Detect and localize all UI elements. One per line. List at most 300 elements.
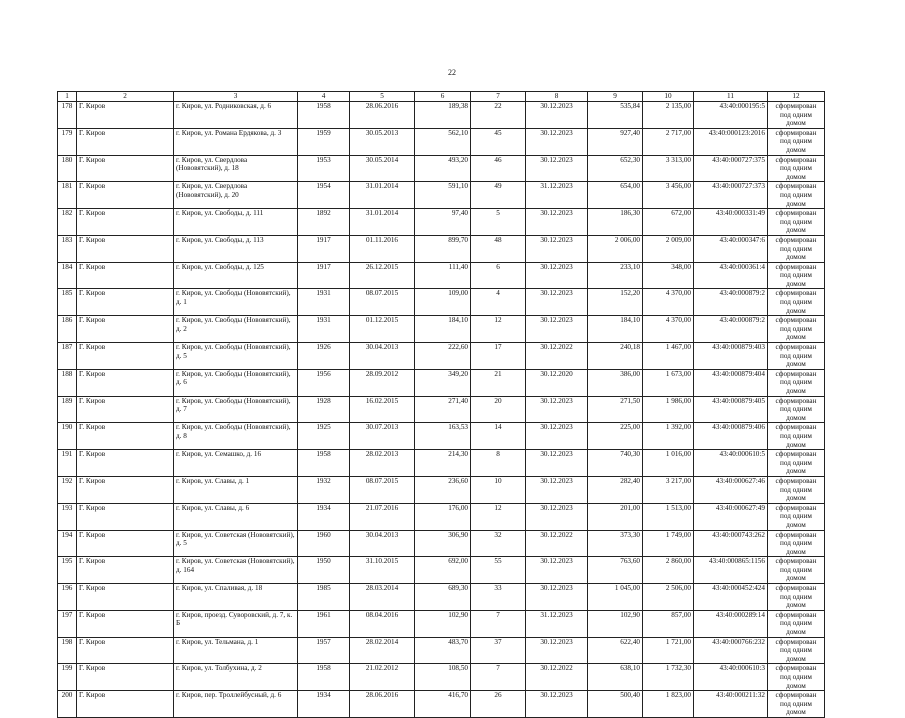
area-cell: 184,10 — [415, 316, 471, 343]
year-built-cell: 1961 — [298, 610, 350, 637]
locality-cell: Г. Киров — [77, 289, 174, 316]
column-header: 11 — [694, 92, 768, 102]
residents-cell: 49 — [471, 182, 526, 209]
residents-cell: 37 — [471, 637, 526, 664]
address-cell: г. Киров, ул. Советская (Нововятский), д. 164 — [174, 557, 298, 584]
locality-cell: Г. Киров — [77, 235, 174, 262]
cadastral-number-cell: 43:40:000347:6 — [694, 235, 768, 262]
deadline-cell: 30.12.2023 — [526, 503, 588, 530]
land-area-cell: 3 217,00 — [643, 476, 694, 503]
land-area-cell: 2 860,00 — [643, 557, 694, 584]
land-area-cell: 857,00 — [643, 610, 694, 637]
area-cell: 163,53 — [415, 423, 471, 450]
table-row — [58, 637, 825, 664]
table-row — [58, 450, 825, 477]
date-cell: 28.02.2014 — [350, 637, 415, 664]
area-cell: 108,50 — [415, 664, 471, 691]
year-built-cell: 1958 — [298, 450, 350, 477]
row-number-cell: 200 — [58, 691, 77, 718]
year-built-cell: 1926 — [298, 343, 350, 370]
land-area-cell: 3 313,00 — [643, 155, 694, 182]
status-cell: сформирован под одним домом — [768, 557, 825, 584]
row-number-cell: 191 — [58, 450, 77, 477]
cadastral-number-cell: 43:40:000879:2 — [694, 289, 768, 316]
residents-cell: 26 — [471, 691, 526, 718]
table-row — [58, 503, 825, 530]
cadastral-number-cell: 43:40:000627:49 — [694, 503, 768, 530]
deadline-cell: 30.12.2022 — [526, 343, 588, 370]
land-area-cell: 4 370,00 — [643, 289, 694, 316]
deadline-cell: 30.12.2023 — [526, 155, 588, 182]
land-area-cell: 1 467,00 — [643, 343, 694, 370]
table-row — [58, 155, 825, 182]
table-row — [58, 235, 825, 262]
column-header: 4 — [298, 92, 350, 102]
row-number-cell: 182 — [58, 209, 77, 236]
address-cell: г. Киров, ул. Свободы (Нововятский), д. 5 — [174, 343, 298, 370]
table-row — [58, 343, 825, 370]
residents-cell: 55 — [471, 557, 526, 584]
status-cell: сформирован под одним домом — [768, 128, 825, 155]
area-cell: 271,40 — [415, 396, 471, 423]
housing-registry-table — [57, 91, 825, 718]
status-cell: сформирован под одним домом — [768, 691, 825, 718]
residents-cell: 7 — [471, 610, 526, 637]
date-cell: 30.07.2013 — [350, 423, 415, 450]
row-number-cell: 189 — [58, 396, 77, 423]
status-cell: сформирован под одним домом — [768, 584, 825, 611]
date-cell: 01.11.2016 — [350, 235, 415, 262]
column-header: 3 — [174, 92, 298, 102]
residents-cell: 33 — [471, 584, 526, 611]
date-cell: 26.12.2015 — [350, 262, 415, 289]
cadastral-number-cell: 43:40:000627:46 — [694, 476, 768, 503]
row-number-cell: 186 — [58, 316, 77, 343]
row-number-cell: 194 — [58, 530, 77, 557]
cadastral-number-cell: 43:40:000123:2016 — [694, 128, 768, 155]
locality-cell: Г. Киров — [77, 557, 174, 584]
locality-cell: Г. Киров — [77, 691, 174, 718]
area-cell: 562,10 — [415, 128, 471, 155]
deadline-cell: 30.12.2023 — [526, 637, 588, 664]
total-area-cell: 654,00 — [588, 182, 643, 209]
column-header: 6 — [415, 92, 471, 102]
row-number-cell: 179 — [58, 128, 77, 155]
locality-cell: Г. Киров — [77, 369, 174, 396]
area-cell: 899,70 — [415, 235, 471, 262]
address-cell: г. Киров, ул. Свободы (Нововятский), д. 1 — [174, 289, 298, 316]
table-row — [58, 396, 825, 423]
land-area-cell: 2 717,00 — [643, 128, 694, 155]
cadastral-number-cell: 43:40:000743:262 — [694, 530, 768, 557]
total-area-cell: 240,18 — [588, 343, 643, 370]
table-row — [58, 262, 825, 289]
row-number-cell: 196 — [58, 584, 77, 611]
table-row — [58, 369, 825, 396]
address-cell: г. Киров, пер. Троллейбусный, д. 6 — [174, 691, 298, 718]
table-row — [58, 530, 825, 557]
date-cell: 28.03.2014 — [350, 584, 415, 611]
address-cell: г. Киров, ул. Свободы, д. 113 — [174, 235, 298, 262]
year-built-cell: 1985 — [298, 584, 350, 611]
total-area-cell: 201,00 — [588, 503, 643, 530]
total-area-cell: 500,40 — [588, 691, 643, 718]
land-area-cell: 348,00 — [643, 262, 694, 289]
status-cell: сформирован под одним домом — [768, 289, 825, 316]
residents-cell: 45 — [471, 128, 526, 155]
address-cell: г. Киров, ул. Свободы, д. 111 — [174, 209, 298, 236]
year-built-cell: 1958 — [298, 664, 350, 691]
row-number-cell: 198 — [58, 637, 77, 664]
table-row — [58, 476, 825, 503]
address-cell: г. Киров, ул. Романа Ердякова, д. 3 — [174, 128, 298, 155]
table-row — [58, 128, 825, 155]
column-header: 9 — [588, 92, 643, 102]
year-built-cell: 1950 — [298, 557, 350, 584]
date-cell: 30.04.2013 — [350, 343, 415, 370]
date-cell: 30.05.2014 — [350, 155, 415, 182]
address-cell: г. Киров, ул. Славы, д. 1 — [174, 476, 298, 503]
year-built-cell: 1954 — [298, 182, 350, 209]
area-cell: 189,38 — [415, 102, 471, 129]
year-built-cell: 1931 — [298, 289, 350, 316]
locality-cell: Г. Киров — [77, 610, 174, 637]
deadline-cell: 30.12.2023 — [526, 262, 588, 289]
residents-cell: 12 — [471, 503, 526, 530]
locality-cell: Г. Киров — [77, 450, 174, 477]
cadastral-number-cell: 43:40:000879:403 — [694, 343, 768, 370]
status-cell: сформирован под одним домом — [768, 664, 825, 691]
residents-cell: 5 — [471, 209, 526, 236]
deadline-cell: 30.12.2023 — [526, 557, 588, 584]
land-area-cell: 2 506,00 — [643, 584, 694, 611]
date-cell: 21.02.2012 — [350, 664, 415, 691]
table-row — [58, 664, 825, 691]
address-cell: г. Киров, ул. Родниковская, д. 6 — [174, 102, 298, 129]
area-cell: 97,40 — [415, 209, 471, 236]
status-cell: сформирован под одним домом — [768, 530, 825, 557]
row-number-cell: 195 — [58, 557, 77, 584]
land-area-cell: 1 823,00 — [643, 691, 694, 718]
cadastral-number-cell: 43:40:000865:1156 — [694, 557, 768, 584]
deadline-cell: 30.12.2023 — [526, 235, 588, 262]
date-cell: 08.04.2016 — [350, 610, 415, 637]
total-area-cell: 233,10 — [588, 262, 643, 289]
cadastral-number-cell: 43:40:000727:373 — [694, 182, 768, 209]
row-number-cell: 187 — [58, 343, 77, 370]
residents-cell: 17 — [471, 343, 526, 370]
locality-cell: Г. Киров — [77, 637, 174, 664]
residents-cell: 21 — [471, 369, 526, 396]
year-built-cell: 1931 — [298, 316, 350, 343]
total-area-cell: 152,20 — [588, 289, 643, 316]
total-area-cell: 740,30 — [588, 450, 643, 477]
status-cell: сформирован под одним домом — [768, 423, 825, 450]
land-area-cell: 1 986,00 — [643, 396, 694, 423]
year-built-cell: 1932 — [298, 476, 350, 503]
cadastral-number-cell: 43:40:000879:405 — [694, 396, 768, 423]
row-number-cell: 190 — [58, 423, 77, 450]
address-cell: г. Киров, ул. Семашко, д. 16 — [174, 450, 298, 477]
locality-cell: Г. Киров — [77, 584, 174, 611]
status-cell: сформирован под одним домом — [768, 396, 825, 423]
table-row — [58, 691, 825, 718]
total-area-cell: 225,00 — [588, 423, 643, 450]
deadline-cell: 31.12.2023 — [526, 182, 588, 209]
year-built-cell: 1925 — [298, 423, 350, 450]
column-header: 10 — [643, 92, 694, 102]
year-built-cell: 1917 — [298, 235, 350, 262]
total-area-cell: 184,10 — [588, 316, 643, 343]
residents-cell: 7 — [471, 664, 526, 691]
land-area-cell: 1 673,00 — [643, 369, 694, 396]
status-cell: сформирован под одним домом — [768, 182, 825, 209]
cadastral-number-cell: 43:40:000195:5 — [694, 102, 768, 129]
area-cell: 692,00 — [415, 557, 471, 584]
deadline-cell: 30.12.2023 — [526, 128, 588, 155]
status-cell: сформирован под одним домом — [768, 450, 825, 477]
deadline-cell: 30.12.2023 — [526, 584, 588, 611]
date-cell: 30.05.2013 — [350, 128, 415, 155]
locality-cell: Г. Киров — [77, 343, 174, 370]
residents-cell: 48 — [471, 235, 526, 262]
locality-cell: Г. Киров — [77, 155, 174, 182]
locality-cell: Г. Киров — [77, 316, 174, 343]
date-cell: 28.06.2016 — [350, 102, 415, 129]
row-number-cell: 183 — [58, 235, 77, 262]
total-area-cell: 282,40 — [588, 476, 643, 503]
locality-cell: Г. Киров — [77, 530, 174, 557]
deadline-cell: 30.12.2023 — [526, 102, 588, 129]
date-cell: 31.10.2015 — [350, 557, 415, 584]
status-cell: сформирован под одним домом — [768, 637, 825, 664]
locality-cell: Г. Киров — [77, 102, 174, 129]
total-area-cell: 1 045,00 — [588, 584, 643, 611]
land-area-cell: 4 370,00 — [643, 316, 694, 343]
locality-cell: Г. Киров — [77, 209, 174, 236]
year-built-cell: 1953 — [298, 155, 350, 182]
residents-cell: 22 — [471, 102, 526, 129]
status-cell: сформирован под одним домом — [768, 155, 825, 182]
cadastral-number-cell: 43:40:000879:404 — [694, 369, 768, 396]
year-built-cell: 1960 — [298, 530, 350, 557]
total-area-cell: 373,30 — [588, 530, 643, 557]
residents-cell: 4 — [471, 289, 526, 316]
year-built-cell: 1917 — [298, 262, 350, 289]
row-number-cell: 184 — [58, 262, 77, 289]
deadline-cell: 31.12.2023 — [526, 610, 588, 637]
date-cell: 28.09.2012 — [350, 369, 415, 396]
year-built-cell: 1928 — [298, 396, 350, 423]
area-cell: 109,00 — [415, 289, 471, 316]
deadline-cell: 30.12.2022 — [526, 664, 588, 691]
year-built-cell: 1934 — [298, 691, 350, 718]
deadline-cell: 30.12.2023 — [526, 423, 588, 450]
locality-cell: Г. Киров — [77, 182, 174, 209]
area-cell: 689,30 — [415, 584, 471, 611]
status-cell: сформирован под одним домом — [768, 235, 825, 262]
address-cell: г. Киров, ул. Спаливая, д. 18 — [174, 584, 298, 611]
deadline-cell: 30.12.2023 — [526, 289, 588, 316]
status-cell: сформирован под одним домом — [768, 369, 825, 396]
land-area-cell: 1 749,00 — [643, 530, 694, 557]
total-area-cell: 763,60 — [588, 557, 643, 584]
row-number-cell: 178 — [58, 102, 77, 129]
total-area-cell: 102,90 — [588, 610, 643, 637]
residents-cell: 10 — [471, 476, 526, 503]
residents-cell: 20 — [471, 396, 526, 423]
total-area-cell: 386,00 — [588, 369, 643, 396]
address-cell: г. Киров, ул. Тельмана, д. 1 — [174, 637, 298, 664]
year-built-cell: 1959 — [298, 128, 350, 155]
date-cell: 28.06.2016 — [350, 691, 415, 718]
table-row — [58, 209, 825, 236]
cadastral-number-cell: 43:40:000610:5 — [694, 450, 768, 477]
date-cell: 31.01.2014 — [350, 209, 415, 236]
cadastral-number-cell: 43:40:000727:375 — [694, 155, 768, 182]
table-row — [58, 610, 825, 637]
cadastral-number-cell: 43:40:000452:424 — [694, 584, 768, 611]
address-cell: г. Киров, ул. Советская (Нововятский), д. 5 — [174, 530, 298, 557]
total-area-cell: 186,30 — [588, 209, 643, 236]
status-cell: сформирован под одним домом — [768, 316, 825, 343]
address-cell: г. Киров, ул. Свердлова (Нововятский), д. 18 — [174, 155, 298, 182]
area-cell: 111,40 — [415, 262, 471, 289]
area-cell: 222,60 — [415, 343, 471, 370]
column-header: 1 — [58, 92, 77, 102]
cadastral-number-cell: 43:40:000211:32 — [694, 691, 768, 718]
column-header: 5 — [350, 92, 415, 102]
area-cell: 483,70 — [415, 637, 471, 664]
row-number-cell: 188 — [58, 369, 77, 396]
land-area-cell: 2 009,00 — [643, 235, 694, 262]
deadline-cell: 30.12.2023 — [526, 450, 588, 477]
area-cell: 416,70 — [415, 691, 471, 718]
address-cell: г. Киров, ул. Славы, д. 6 — [174, 503, 298, 530]
land-area-cell: 1 513,00 — [643, 503, 694, 530]
date-cell: 16.02.2015 — [350, 396, 415, 423]
area-cell: 214,30 — [415, 450, 471, 477]
date-cell: 08.07.2015 — [350, 476, 415, 503]
address-cell: г. Киров, ул. Свердлова (Нововятский), д. 20 — [174, 182, 298, 209]
row-number-cell: 185 — [58, 289, 77, 316]
cadastral-number-cell: 43:40:000331:49 — [694, 209, 768, 236]
date-cell: 21.07.2016 — [350, 503, 415, 530]
total-area-cell: 622,40 — [588, 637, 643, 664]
address-cell: г. Киров, проезд. Суворовский, д. 7, к. Б — [174, 610, 298, 637]
cadastral-number-cell: 43:40:000610:3 — [694, 664, 768, 691]
deadline-cell: 30.12.2023 — [526, 691, 588, 718]
cadastral-number-cell: 43:40:000879:2 — [694, 316, 768, 343]
column-header: 8 — [526, 92, 588, 102]
column-number-row — [58, 92, 825, 102]
land-area-cell: 1 392,00 — [643, 423, 694, 450]
column-header: 7 — [471, 92, 526, 102]
status-cell: сформирован под одним домом — [768, 503, 825, 530]
address-cell: г. Киров, ул. Свободы (Нововятский), д. 6 — [174, 369, 298, 396]
deadline-cell: 30.12.2022 — [526, 530, 588, 557]
area-cell: 102,90 — [415, 610, 471, 637]
total-area-cell: 535,84 — [588, 102, 643, 129]
land-area-cell: 2 135,00 — [643, 102, 694, 129]
deadline-cell: 30.12.2023 — [526, 396, 588, 423]
year-built-cell: 1956 — [298, 369, 350, 396]
status-cell: сформирован под одним домом — [768, 610, 825, 637]
table-row — [58, 557, 825, 584]
date-cell: 01.12.2015 — [350, 316, 415, 343]
locality-cell: Г. Киров — [77, 262, 174, 289]
date-cell: 08.07.2015 — [350, 289, 415, 316]
year-built-cell: 1892 — [298, 209, 350, 236]
table-row — [58, 316, 825, 343]
locality-cell: Г. Киров — [77, 128, 174, 155]
total-area-cell: 2 006,00 — [588, 235, 643, 262]
area-cell: 236,60 — [415, 476, 471, 503]
locality-cell: Г. Киров — [77, 664, 174, 691]
row-number-cell: 192 — [58, 476, 77, 503]
land-area-cell: 1 016,00 — [643, 450, 694, 477]
year-built-cell: 1957 — [298, 637, 350, 664]
area-cell: 591,10 — [415, 182, 471, 209]
status-cell: сформирован под одним домом — [768, 343, 825, 370]
area-cell: 306,90 — [415, 530, 471, 557]
deadline-cell: 30.12.2020 — [526, 369, 588, 396]
date-cell: 31.01.2014 — [350, 182, 415, 209]
column-header: 2 — [77, 92, 174, 102]
residents-cell: 8 — [471, 450, 526, 477]
cadastral-number-cell: 43:40:000289:14 — [694, 610, 768, 637]
total-area-cell: 927,40 — [588, 128, 643, 155]
residents-cell: 46 — [471, 155, 526, 182]
cadastral-number-cell: 43:40:000766:232 — [694, 637, 768, 664]
address-cell: г. Киров, ул. Толбухина, д. 2 — [174, 664, 298, 691]
date-cell: 30.04.2013 — [350, 530, 415, 557]
address-cell: г. Киров, ул. Свободы (Нововятский), д. 8 — [174, 423, 298, 450]
table-row — [58, 182, 825, 209]
status-cell: сформирован под одним домом — [768, 476, 825, 503]
land-area-cell: 672,00 — [643, 209, 694, 236]
total-area-cell: 271,50 — [588, 396, 643, 423]
address-cell: г. Киров, ул. Свободы (Нововятский), д. 7 — [174, 396, 298, 423]
locality-cell: Г. Киров — [77, 396, 174, 423]
year-built-cell: 1958 — [298, 102, 350, 129]
status-cell: сформирован под одним домом — [768, 262, 825, 289]
table-row — [58, 584, 825, 611]
date-cell: 28.02.2013 — [350, 450, 415, 477]
status-cell: сформирован под одним домом — [768, 209, 825, 236]
residents-cell: 32 — [471, 530, 526, 557]
locality-cell: Г. Киров — [77, 476, 174, 503]
residents-cell: 14 — [471, 423, 526, 450]
area-cell: 493,20 — [415, 155, 471, 182]
row-number-cell: 180 — [58, 155, 77, 182]
row-number-cell: 193 — [58, 503, 77, 530]
column-header: 12 — [768, 92, 825, 102]
total-area-cell: 652,30 — [588, 155, 643, 182]
land-area-cell: 3 456,00 — [643, 182, 694, 209]
deadline-cell: 30.12.2023 — [526, 209, 588, 236]
locality-cell: Г. Киров — [77, 503, 174, 530]
year-built-cell: 1934 — [298, 503, 350, 530]
row-number-cell: 181 — [58, 182, 77, 209]
area-cell: 176,00 — [415, 503, 471, 530]
page-number: 22 — [448, 68, 456, 77]
area-cell: 349,20 — [415, 369, 471, 396]
row-number-cell: 197 — [58, 610, 77, 637]
table-row — [58, 423, 825, 450]
cadastral-number-cell: 43:40:000879:406 — [694, 423, 768, 450]
table-row — [58, 289, 825, 316]
